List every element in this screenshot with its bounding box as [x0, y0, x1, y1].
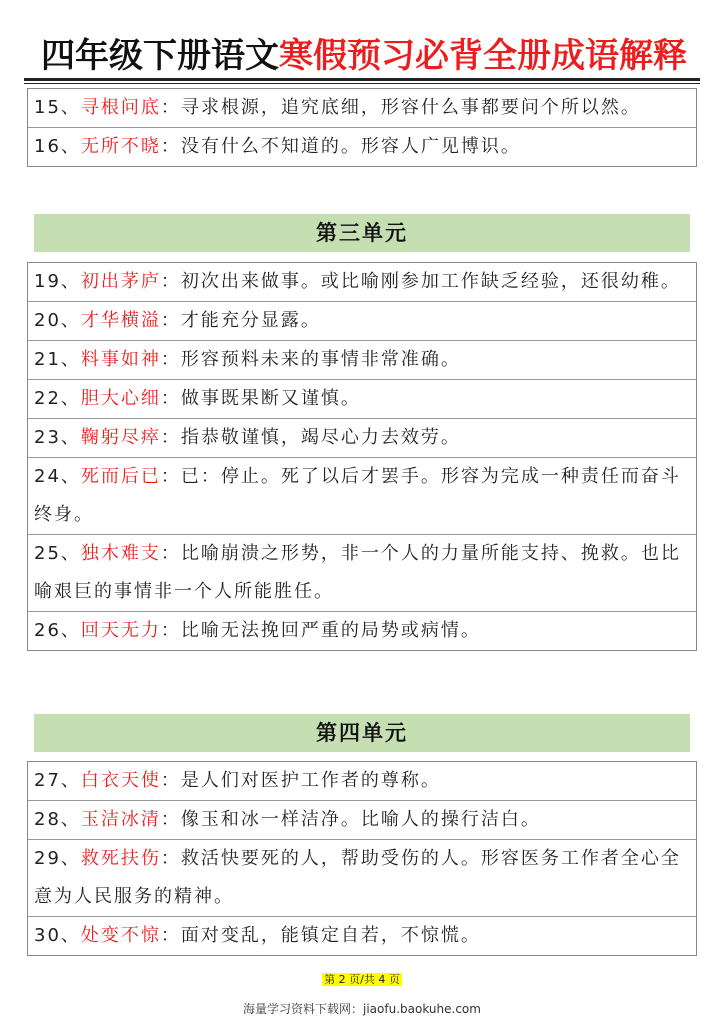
table-row: 24、死而后已：已：停止。死了以后才罢手。形容为完成一种责任而奋斗终身。 — [28, 457, 696, 534]
page-indicator — [0, 971, 724, 987]
table-row: 15、寻根问底：寻求根源，追究底细，形容什么事都要问个所以然。 — [34, 97, 641, 118]
idiom-definition: 面对变乱，能镇定自若，不惊慌。 — [180, 925, 481, 946]
idiom-definition: 寻求根源，追究底细，形容什么事都要问个所以然。 — [180, 97, 641, 118]
idiom-definition: 是人们对医护工作者的尊称。 — [180, 770, 441, 791]
idiom-definition: 没有什么不知道的。形容人广见博识。 — [180, 136, 521, 157]
footer-source-text: 海量学习资料下载网：jiaofu.baokuhe.com — [243, 1002, 481, 1016]
unit-heading: 第三单元 — [34, 214, 690, 252]
idiom-term: 无所不晓 — [80, 136, 161, 157]
table-row: 28、玉洁冰清：像玉和冰一样洁净。比喻人的操行洁白。 — [28, 800, 696, 839]
idiom-definition: 做事既果断又谨慎。 — [180, 388, 361, 409]
table-row: 26、回天无力：比喻无法挽回严重的局势或病情。 — [28, 611, 696, 650]
table-row: 19、初出茅庐：初次出来做事。或比喻刚参加工作缺乏经验，还很幼稚。 — [34, 271, 681, 292]
unit-heading: 第四单元 — [34, 714, 690, 752]
idiom-table-unit-4 — [27, 761, 697, 956]
idiom-term: 初出茅庐 — [80, 271, 161, 292]
page-title — [24, 34, 704, 78]
table-row: 30、处变不惊：面对变乱，能镇定自若，不惊慌。 — [28, 916, 696, 955]
title-double-rule — [24, 78, 700, 84]
table-row: 27、白衣天使：是人们对医护工作者的尊称。 — [34, 770, 441, 791]
table-row: 23、鞠躬尽瘁：指恭敬谨慎，竭尽心力去效劳。 — [28, 418, 696, 457]
idiom-definition: 形容预料未来的事情非常准确。 — [180, 349, 461, 370]
table-row: 16、无所不晓：没有什么不知道的。形容人广见博识。 — [28, 127, 696, 166]
idiom-term: 鞠躬尽瘁 — [80, 427, 161, 448]
idiom-term: 独木难支 — [80, 543, 161, 564]
table-row: 22、胆大心细：做事既果断又谨慎。 — [28, 379, 696, 418]
idiom-term: 处变不惊 — [80, 925, 161, 946]
table-row: 25、独木难支：比喻崩溃之形势，非一个人的力量所能支持、挽救。也比喻艰巨的事情非一个人所能胜任。 — [28, 534, 696, 611]
idiom-definition: 初次出来做事。或比喻刚参加工作缺乏经验，还很幼稚。 — [180, 271, 681, 292]
table-row: 20、才华横溢：才能充分显露。 — [28, 301, 696, 340]
idiom-table-unit-3 — [27, 262, 697, 651]
idiom-table-unit-2-tail — [27, 88, 697, 167]
title-red-part: 寒假预习必背全册成语解释 — [279, 36, 687, 76]
idiom-term: 白衣天使 — [80, 770, 161, 791]
idiom-term: 寻根问底 — [80, 97, 161, 118]
idiom-definition: 已：停止。死了以后才罢手。形容为完成一种责任而奋斗终身。 — [34, 466, 681, 525]
idiom-definition: 比喻崩溃之形势，非一个人的力量所能支持、挽救。也比喻艰巨的事情非一个人所能胜任。 — [34, 543, 681, 602]
idiom-term: 胆大心细 — [80, 388, 161, 409]
idiom-term: 死而后已 — [80, 466, 161, 487]
idiom-definition: 救活快要死的人，帮助受伤的人。形容医务工作者全心全意为人民服务的精神。 — [34, 848, 681, 907]
idiom-term: 才华横溢 — [80, 310, 161, 331]
idiom-term: 救死扶伤 — [80, 848, 161, 869]
page-number-text: 第 2 页/共 4 页 — [324, 973, 400, 986]
table-row: 21、料事如神：形容预料未来的事情非常准确。 — [28, 340, 696, 379]
table-row: 29、救死扶伤：救活快要死的人，帮助受伤的人。形容医务工作者全心全意为人民服务的精神。 — [28, 839, 696, 916]
idiom-term: 料事如神 — [80, 349, 161, 370]
idiom-definition: 比喻无法挽回严重的局势或病情。 — [180, 620, 481, 641]
idiom-definition: 才能充分显露。 — [180, 310, 321, 331]
idiom-term: 玉洁冰清 — [80, 809, 161, 830]
idiom-definition: 指恭敬谨慎，竭尽心力去效劳。 — [180, 427, 461, 448]
title-black-part: 四年级下册语文 — [41, 36, 279, 76]
idiom-term: 回天无力 — [80, 620, 161, 641]
idiom-definition: 像玉和冰一样洁净。比喻人的操行洁白。 — [180, 809, 541, 830]
